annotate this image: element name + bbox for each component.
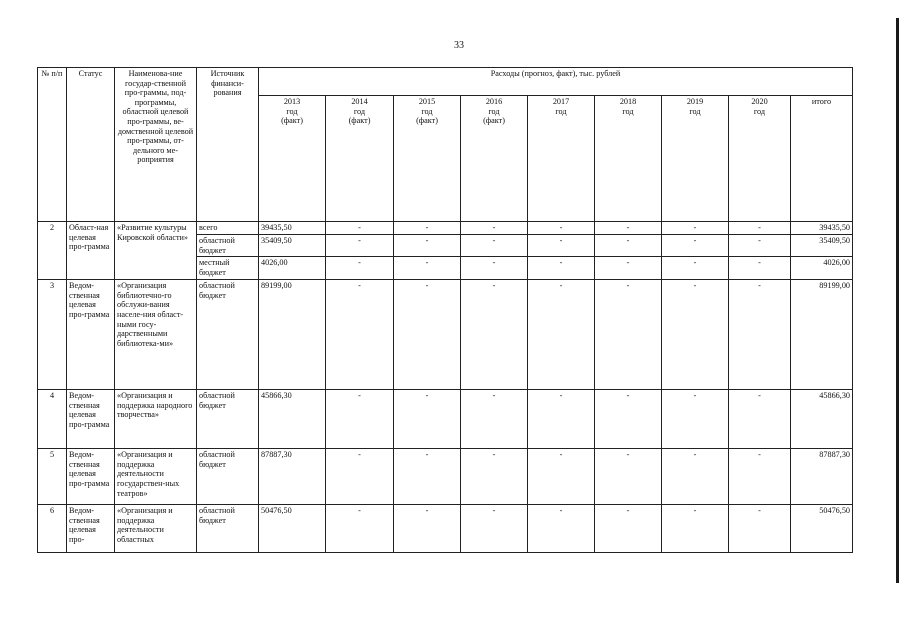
- header-year-2016: [461, 96, 528, 222]
- expense-cell-2015: -: [394, 390, 461, 449]
- header-name: Наименова-ние государ-ственной про-граммы, под-программы, областной целевой про-граммы, ве-домственной целевой про-граммы, от-дельного ме-роприятия: [115, 68, 197, 222]
- expense-cell-2017: -: [528, 449, 595, 505]
- year-note: (факт): [416, 116, 438, 126]
- row-program-name: «Развитие культуры Кировской области»: [115, 222, 197, 280]
- table-row: [38, 390, 853, 449]
- expense-cell-2018: -: [595, 235, 662, 257]
- expense-cell-2018: -: [595, 257, 662, 280]
- year-unit: год: [753, 106, 766, 116]
- row-status: Ведом-ственная целевая про-: [67, 505, 115, 553]
- expense-cell-2016: -: [461, 280, 528, 390]
- expense-cell-2019: -: [662, 280, 729, 390]
- year-unit: год: [353, 106, 366, 116]
- row-funding-source: областной бюджет: [197, 449, 259, 505]
- row-funding-source: всего: [197, 222, 259, 235]
- expense-cell-2015: -: [394, 235, 461, 257]
- expense-cell-2014: -: [326, 222, 394, 235]
- expense-cell-2013: 4026,00: [259, 257, 326, 280]
- expense-cell-2015: -: [394, 222, 461, 235]
- expense-cell-2019: -: [662, 505, 729, 553]
- header-year-2017: [528, 96, 595, 222]
- row-number: 6: [38, 505, 67, 553]
- expense-cell-2018: -: [595, 505, 662, 553]
- expense-cell-2013: 39435,50: [259, 222, 326, 235]
- header-total: итого: [791, 96, 853, 222]
- row-status: Област-ная целевая про-грамма: [67, 222, 115, 280]
- table-row: [38, 505, 853, 553]
- expense-cell-2018: -: [595, 390, 662, 449]
- row-funding-source: местный бюджет: [197, 257, 259, 280]
- scan-edge-bar: [896, 18, 899, 583]
- expense-total-cell: 50476,50: [791, 505, 853, 553]
- row-program-name: «Организация и поддержка народного творчества»: [115, 390, 197, 449]
- expense-total-cell: 35409,50: [791, 235, 853, 257]
- expense-cell-2015: -: [394, 280, 461, 390]
- expense-cell-2017: -: [528, 235, 595, 257]
- expense-cell-2019: -: [662, 257, 729, 280]
- expense-total-cell: 45866,30: [791, 390, 853, 449]
- row-funding-source: областной бюджет: [197, 390, 259, 449]
- header-year-2014: [326, 96, 394, 222]
- year-number: 2016: [485, 97, 503, 106]
- table-row: [38, 280, 853, 390]
- expense-cell-2015: -: [394, 257, 461, 280]
- expense-cell-2016: -: [461, 257, 528, 280]
- year-note: (факт): [348, 116, 371, 126]
- year-number: 2015: [418, 97, 436, 106]
- year-note: (факт): [281, 116, 303, 126]
- expense-cell-2014: -: [326, 257, 394, 280]
- row-number: 4: [38, 390, 67, 449]
- expense-cell-2016: -: [461, 505, 528, 553]
- expense-cell-2018: -: [595, 222, 662, 235]
- table-row: [38, 449, 853, 505]
- expense-total-cell: 89199,00: [791, 280, 853, 390]
- expense-cell-2018: -: [595, 449, 662, 505]
- expense-cell-2013: 45866,30: [259, 390, 326, 449]
- expense-cell-2014: -: [326, 449, 394, 505]
- expense-cell-2017: -: [528, 390, 595, 449]
- row-number: 2: [38, 222, 67, 280]
- table-header: [38, 68, 853, 222]
- header-year-2015: [394, 96, 461, 222]
- expense-cell-2019: -: [662, 390, 729, 449]
- expense-cell-2014: -: [326, 280, 394, 390]
- expense-cell-2016: -: [461, 390, 528, 449]
- year-number: 2020: [751, 97, 768, 106]
- table-row: [38, 222, 853, 235]
- expense-cell-2013: 89199,00: [259, 280, 326, 390]
- year-number: 2013: [283, 97, 301, 106]
- expense-cell-2019: -: [662, 235, 729, 257]
- expense-cell-2018: -: [595, 280, 662, 390]
- expense-cell-2017: -: [528, 222, 595, 235]
- expense-cell-2020: -: [729, 222, 791, 235]
- expense-total-cell: 4026,00: [791, 257, 853, 280]
- expense-cell-2020: -: [729, 390, 791, 449]
- row-status: Ведом-ственная целевая про-грамма: [67, 280, 115, 390]
- row-funding-source: областной бюджет: [197, 505, 259, 553]
- year-unit: год: [689, 106, 701, 116]
- year-number: 2018: [619, 97, 637, 106]
- header-source: Источник финанси-рования: [197, 68, 259, 222]
- expense-cell-2013: 87887,30: [259, 449, 326, 505]
- page-number: 33: [454, 40, 464, 51]
- year-number: 2014: [351, 97, 368, 106]
- expense-cell-2020: -: [729, 235, 791, 257]
- year-unit: год: [622, 106, 634, 116]
- financing-table: [37, 67, 853, 553]
- expense-cell-2016: -: [461, 449, 528, 505]
- row-program-name: «Организация и поддержка деятельности областных: [115, 505, 197, 553]
- header-num: № п/п: [38, 68, 67, 222]
- header-year-2019: [662, 96, 729, 222]
- header-year-2018: [595, 96, 662, 222]
- expense-total-cell: 39435,50: [791, 222, 853, 235]
- expense-cell-2017: -: [528, 280, 595, 390]
- expense-cell-2020: -: [729, 280, 791, 390]
- year-number: 2019: [686, 97, 704, 106]
- year-unit: год: [286, 106, 298, 116]
- expense-cell-2014: -: [326, 390, 394, 449]
- header-year-2013: [259, 96, 326, 222]
- expense-cell-2013: 35409,50: [259, 235, 326, 257]
- expense-cell-2019: -: [662, 449, 729, 505]
- year-unit: год: [488, 106, 500, 116]
- expense-cell-2016: -: [461, 222, 528, 235]
- row-number: 5: [38, 449, 67, 505]
- row-program-name: «Организация библиотечно-го обслужи-вания населе-ния област-ными госу-дарственными библиотека-ми»: [115, 280, 197, 390]
- expense-cell-2014: -: [326, 235, 394, 257]
- year-number: 2017: [552, 97, 570, 106]
- expense-cell-2020: -: [729, 505, 791, 553]
- expense-cell-2016: -: [461, 235, 528, 257]
- expense-cell-2017: -: [528, 257, 595, 280]
- year-unit: год: [555, 106, 567, 116]
- expense-total-cell: 87887,30: [791, 449, 853, 505]
- expense-cell-2020: -: [729, 449, 791, 505]
- header-expenses: Расходы (прогноз, факт), тыс. рублей: [259, 68, 853, 96]
- year-unit: год: [421, 106, 433, 116]
- row-program-name: «Организация и поддержка деятельности государствен-ных театров»: [115, 449, 197, 505]
- expense-cell-2015: -: [394, 449, 461, 505]
- header-year-2020: [729, 96, 791, 222]
- row-number: 3: [38, 280, 67, 390]
- expense-cell-2014: -: [326, 505, 394, 553]
- expense-cell-2015: -: [394, 505, 461, 553]
- row-status: Ведом-ственная целевая про-грамма: [67, 390, 115, 449]
- row-funding-source: областной бюджет: [197, 280, 259, 390]
- expense-cell-2020: -: [729, 257, 791, 280]
- expense-cell-2019: -: [662, 222, 729, 235]
- header-status: Статус: [67, 68, 115, 222]
- year-note: (факт): [483, 116, 505, 126]
- row-funding-source: областной бюджет: [197, 235, 259, 257]
- row-status: Ведом-ственная целевая про-грамма: [67, 449, 115, 505]
- expense-cell-2013: 50476,50: [259, 505, 326, 553]
- expense-cell-2017: -: [528, 505, 595, 553]
